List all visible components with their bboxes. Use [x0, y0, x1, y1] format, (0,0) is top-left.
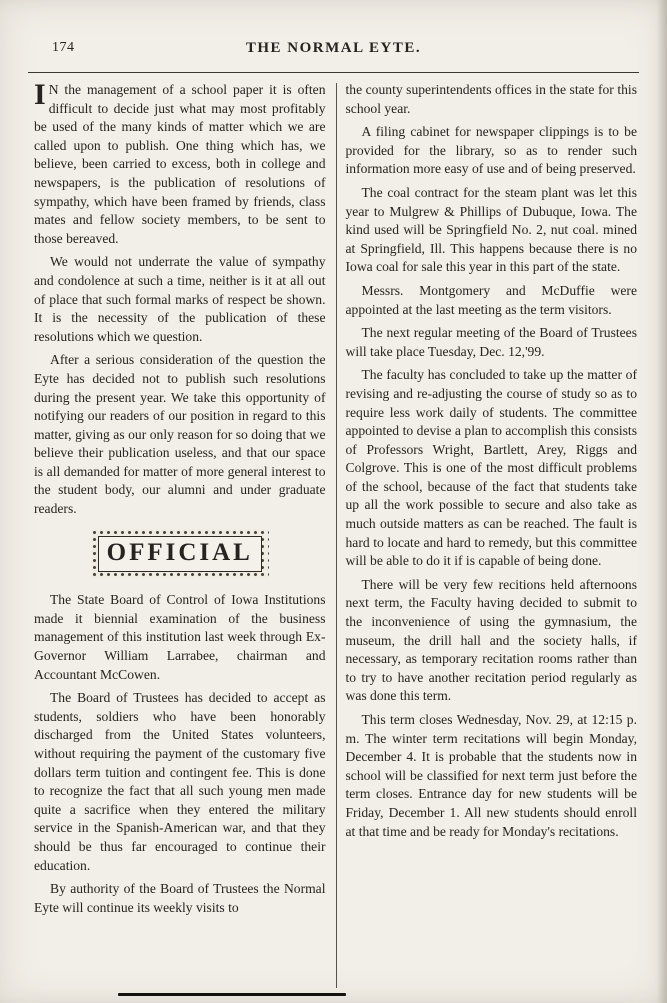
- paragraph: The Board of Trustees has decided to accept as students, soldiers who have been honorably discharged from the United States volunteers, without requiring the payment of the customary five dollars term tuition and contingent fee. This is done to recognize the fact that all such young men made quite a sacrifice when they entered the military service in the Spanish-American war, and that they should be thus far encouraged to continue their education.: [34, 690, 326, 873]
- paragraph: There will be very few recitions held afternoons next term, the Faculty having decided to submit to the inconvenience of using the gymnasium, the museum, the drill hall and the society halls, if necessary, as temporary recitation rooms rather than to try to have another recitation period regularly as was done this term.: [345, 576, 637, 704]
- right-column: [346, 81, 638, 988]
- scan-edge-smudge: [657, 0, 667, 1003]
- two-column-body: [0, 73, 667, 988]
- paragraph: A filing cabinet for newspaper clippings is to be provided for the library, so as to render such information more easy of use and of being preserved.: [345, 124, 637, 177]
- scan-artifact-line: [118, 993, 346, 996]
- paragraph: The next regular meeting of the Board of Trustees will take place Tuesday, Dec. 12,'99.: [345, 325, 637, 359]
- paragraph: This term closes Wednesday, Nov. 29, at 12:15 p. m. The winter term recitations will begin Monday, December 4. It is probable that the students now in school will be classified for next term just before the term closes. Entrance day for new students will be Friday, December 1. All new students should enroll at that time and be ready for Monday's recitations.: [345, 712, 637, 839]
- official-heading-frame: [98, 536, 262, 573]
- page-header: [0, 0, 667, 68]
- official-section-heading-box: [91, 529, 269, 580]
- official-heading-label: OFFICIAL: [106, 538, 253, 566]
- paragraph: IN the management of a school paper it is often difficult to decide just what may most profitably be used of the many kinds of matter which we are called upon to publish. One thing which has, we believe, been carried to excess, both in college and newspapers, is the publication of resolutions of sympathy, which have been framed by friends, class mates and fellow society members, to be sent to those bereaved.: [34, 78, 326, 246]
- paragraph: the county superintendents offices in the state for this school year.: [345, 82, 637, 116]
- paragraph: We would not underrate the value of sympathy and condolence at such a time, neither is it at all out of place that such formal marks of respect be shown. It is the necessity of the publication of these resolutions which we question.: [34, 254, 326, 344]
- paragraph: Messrs. Montgomery and McDuffie were appointed at the last meeting as the term visitors.: [345, 282, 637, 317]
- paragraph: By authority of the Board of Trustees the Normal Eyte will continue its weekly visits to: [34, 881, 326, 915]
- paragraph: The coal contract for the steam plant was let this year to Mulgrew & Phillips of Dubuque, Iowa. The kind used will be Springfield No. 2, nut coal. mined at Springfield, Ill. This happens because there is no Iowa coal for sale this year in this part of the state.: [345, 184, 637, 275]
- paragraph: The State Board of Control of Iowa Institutions made it biennial examination of the business management of this institution last week through Ex-Governor William Larrabee, chairman and Accountant McCowen.: [34, 592, 326, 682]
- left-column: [34, 78, 326, 988]
- paragraph: After a serious consideration of the question the Eyte has decided not to publish such resolutions during the present year. We take this opportunity of notifying our readers of our position in regard to this matter, giving as our only reason for so doing that we believe their publication useless, and that our space is all demanded for matter of more general interest to the student body, our alumni and under graduate readers.: [34, 352, 326, 517]
- page-number: 174: [52, 40, 75, 55]
- paragraph: The faculty has concluded to take up the matter of revising and re-adjusting the course of study so as to require less work daily of students. The committee appointed to devise a plan to accomplish this consists of Professors Wright, Bartlett, Arey, Riggs and Colgrove. This is one of the most difficult problems of the school, because of the fact that students take up all the work possible to secure and also take as much outside matters as can be reached. The fault is hard to locate and hard to remedy, but this committee will be able to do it if is capable of being done.: [345, 367, 637, 569]
- publication-title: THE NORMAL EYTE.: [245, 40, 422, 56]
- column-divider-rule: [336, 83, 337, 988]
